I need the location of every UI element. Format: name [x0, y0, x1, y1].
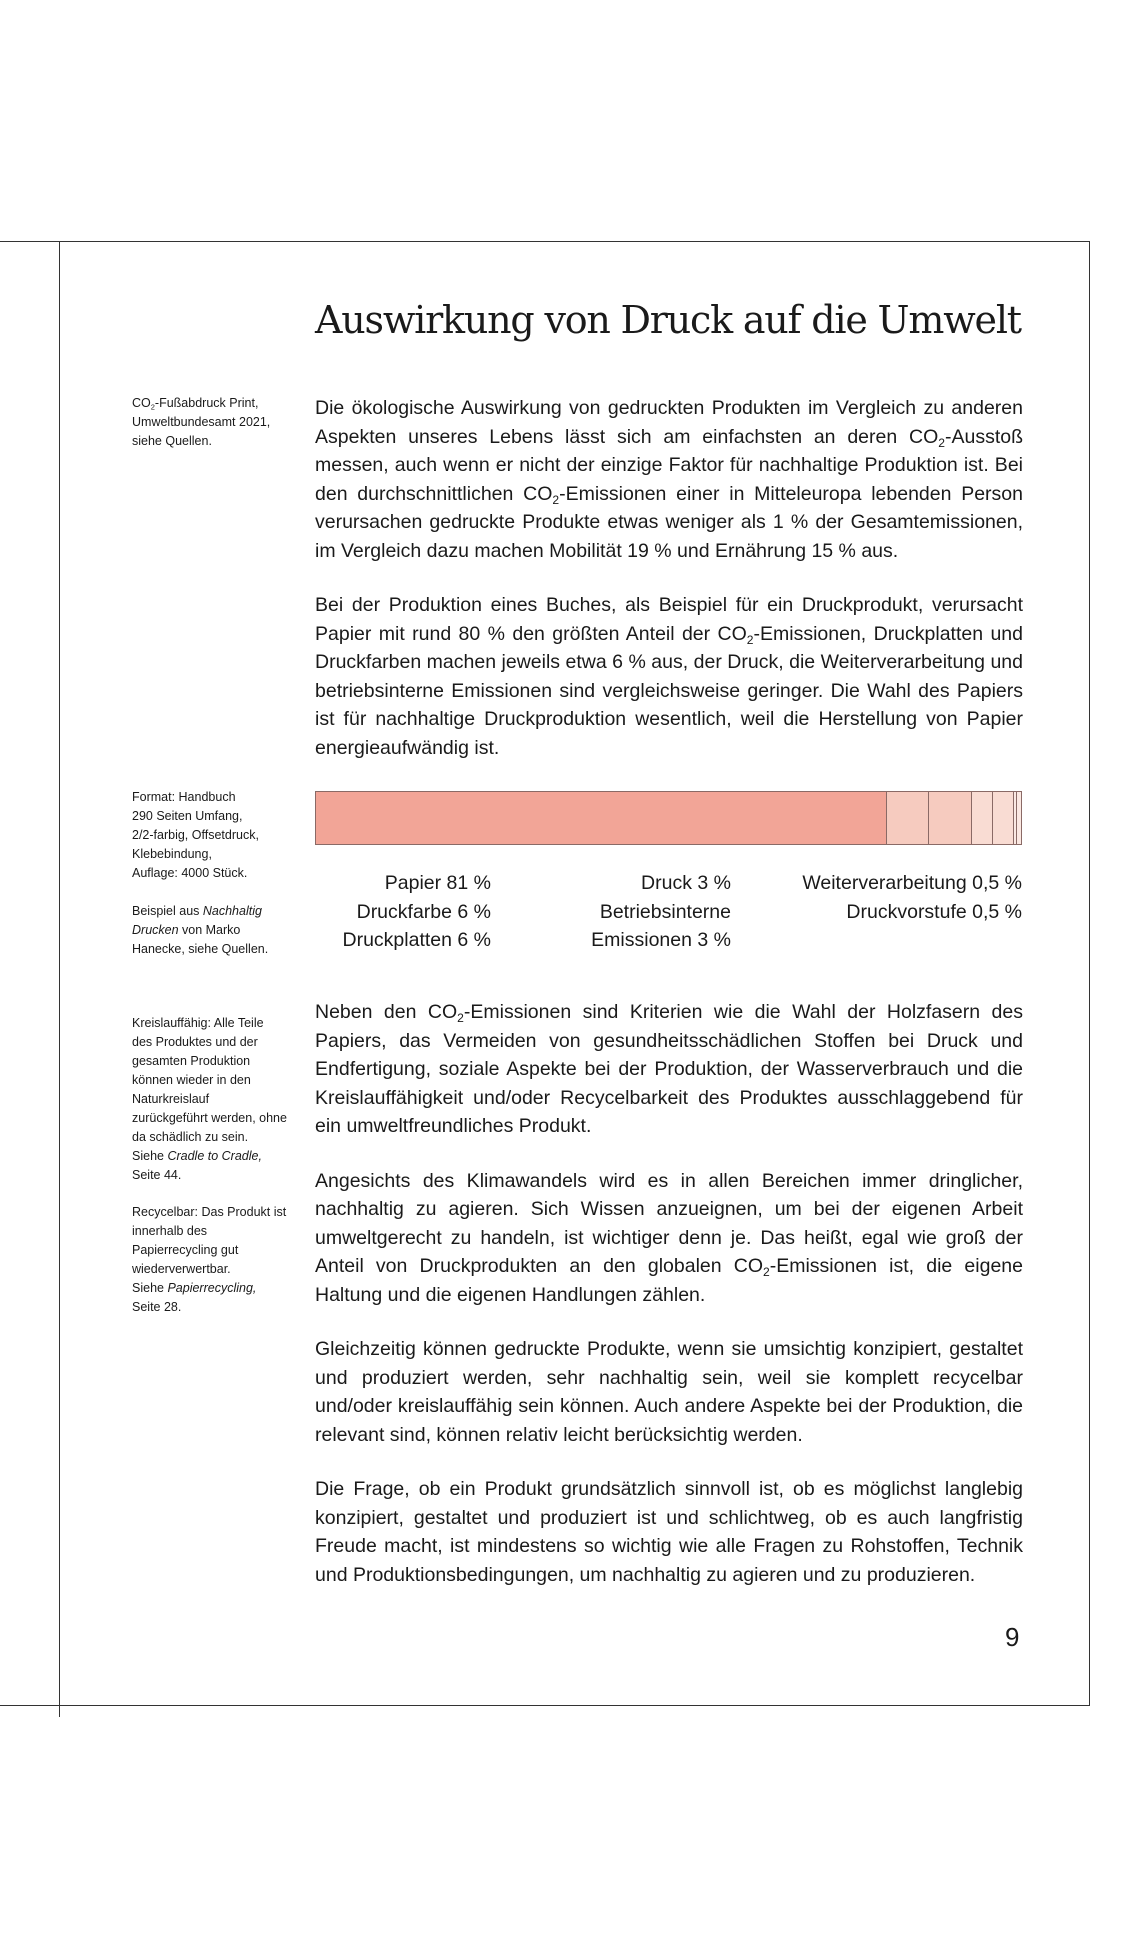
sidenote-co2-source: $CO_2$-Fußabdruck Print, Umweltbundesamt 2021, siehe Quellen.: [132, 396, 271, 448]
page-number: 9: [1005, 1622, 1020, 1652]
body-text-bottom: [315, 998, 1023, 1615]
cross-reference-link: Papierrecycling,: [167, 1281, 257, 1295]
page-title: Auswirkung von Druck auf die Umwelt: [315, 298, 1021, 342]
sidenote-book-format: [132, 788, 287, 977]
sidenote-recycelbar: Recycelbar: Das Produkt ist innerhalb des Papierrecycling gut wiederverwertbar. Siehe Papierrecycling, Seite 28.: [132, 1205, 287, 1314]
body-text-top: [315, 394, 1023, 788]
sidenote-definitions: [132, 1014, 287, 1335]
paragraph: Die Frage, ob ein Produkt grundsätzlich sinnvoll ist, ob es möglichst langlebig konzipiert, gestaltet und produziert ist und schlichtweg, ob es auch langfristig Freude macht, ist mindestens so wichtig wie alle Fragen zu Rohstoffen, Technik und Produktionsbedingungen, um nachhaltig zu agieren und zu produzieren.: [315, 1478, 1023, 1586]
format-line: Auflage: 4000 Stück.: [132, 866, 248, 880]
cross-reference-link: Cradle to Cradle,: [167, 1149, 262, 1163]
format-line: Format: Handbuch: [132, 790, 236, 804]
format-line: Klebebindung,: [132, 847, 212, 861]
format-lines: [132, 788, 287, 883]
paragraph: Bei der Produktion eines Buches, als Beispiel für ein Druckprodukt, verursacht Papier mit rund 80 % den größten Anteil der $CO_2$-Emissionen, Druckplatten und Druckfarben machen jeweils etwa 6 % aus, der Druck, die Weiterverarbeitung und betriebsinterne Emissionen sind vergleichsweise geringer. Die Wahl des Papiers ist für nachhaltige Druckproduktion wesentlich, weil die Herstellung von Papier energieaufwändig ist.: [315, 594, 1024, 759]
emissions-share-bar: [315, 791, 1022, 845]
paragraph: Gleichzeitig können gedruckte Produkte, wenn sie umsichtig konzipiert, gestaltet und produziert werden, sehr nachhaltig sein, weil sie komplett recycelbar und/oder kreislauffähig sein können. Auch andere Aspekte bei der Produktion, die relevant sind, können relativ leicht berücksichtig werden.: [315, 1338, 1023, 1446]
legend-label: Weiterverarbeitung 0,5 %: [802, 872, 1022, 894]
paragraph: Die ökologische Auswirkung von gedruckten Produkten im Vergleich zu anderen Aspekten unseres Lebens lässt sich am einfachsten an deren $CO_2$-Ausstoß messen, auch wenn er nicht der einzige Faktor für nachhaltige Produktion ist. Bei den durchschnittlichen $CO_2$-Emissionen einer in Mitteleuropa lebenden Person verursachen gedruckte Produkte etwas weniger als 1 % der Gesamtemissionen, im Vergleich dazu machen Mobilität 19 % und Ernährung 15 % aus.: [315, 397, 1023, 562]
legend-label: Druckvorstufe 0,5 %: [846, 900, 1022, 923]
bar-segment-papier: [316, 792, 887, 844]
frame-bottom-rule: [0, 1705, 1090, 1706]
legend-label: Druckfarbe 6 %: [356, 900, 491, 923]
legend-label: Druckplatten 6 %: [342, 929, 491, 951]
bar-segment-druckfarbe: [887, 792, 929, 844]
bar-segment-druck: [972, 792, 993, 844]
legend-label: Betriebsinterne: [599, 900, 731, 923]
frame-top-rule: [0, 241, 1090, 242]
legend-column-1: [315, 869, 491, 955]
legend-column-2: [560, 869, 731, 955]
frame-right-rule: [1089, 241, 1090, 1706]
bar-segment-druckvorstufe: [1017, 792, 1021, 844]
paragraph: Neben den $CO_2$-Emissionen sind Kriterien wie die Wahl der Holzfasern des Papiers, das Vermeiden von gesundheitsschädlichen Stoffen bei Druck und Endfertigung, soziale Aspekte bei der Produktion, der Wasserverbrauch und die Kreislauffähigkeit und/oder Recycelbarkeit des Produktes ausschlaggebend für ein umweltfreundliches Produkt.: [315, 1001, 1023, 1137]
bar-segment-druckplatten: [929, 792, 971, 844]
legend-label: Emissionen 3 %: [591, 929, 731, 951]
legend-label: Druck 3 %: [641, 872, 731, 894]
format-line: 290 Seiten Umfang,: [132, 809, 243, 823]
sidenote-kreislauffaehig: Kreislauffähig: Alle Teile des Produktes und der gesamten Produktion können wieder in den Naturkreislauf zurückgeführt werden, ohne da schädlich zu sein. Siehe Cradle to Cradle, Seite 44.: [132, 1016, 287, 1182]
frame-left-rule: [59, 241, 60, 1717]
format-line: 2/2-farbig, Offsetdruck,: [132, 828, 259, 842]
legend-label: Papier 81 %: [384, 872, 491, 894]
paragraph: Angesichts des Klimawandels wird es in allen Bereichen immer dringlicher, nachhaltig zu agieren. Sich Wissen anzueignen, um bei der eigenen Arbeit umweltgerecht zu handeln, ist wichtiger denn je. Das heißt, egal wie groß der Anteil von Druckprodukten an den globalen $CO_2$-Emissionen ist, die eigene Haltung und die eigenen Handlungen zählen.: [315, 1169, 1023, 1306]
sidenote-example-source: Beispiel aus Nachhaltig Drucken von Marko Hanecke, siehe Quellen.: [132, 904, 269, 956]
legend-column-3: [760, 869, 1022, 926]
bar-segment-betriebsinterne-emissionen: [993, 792, 1014, 844]
